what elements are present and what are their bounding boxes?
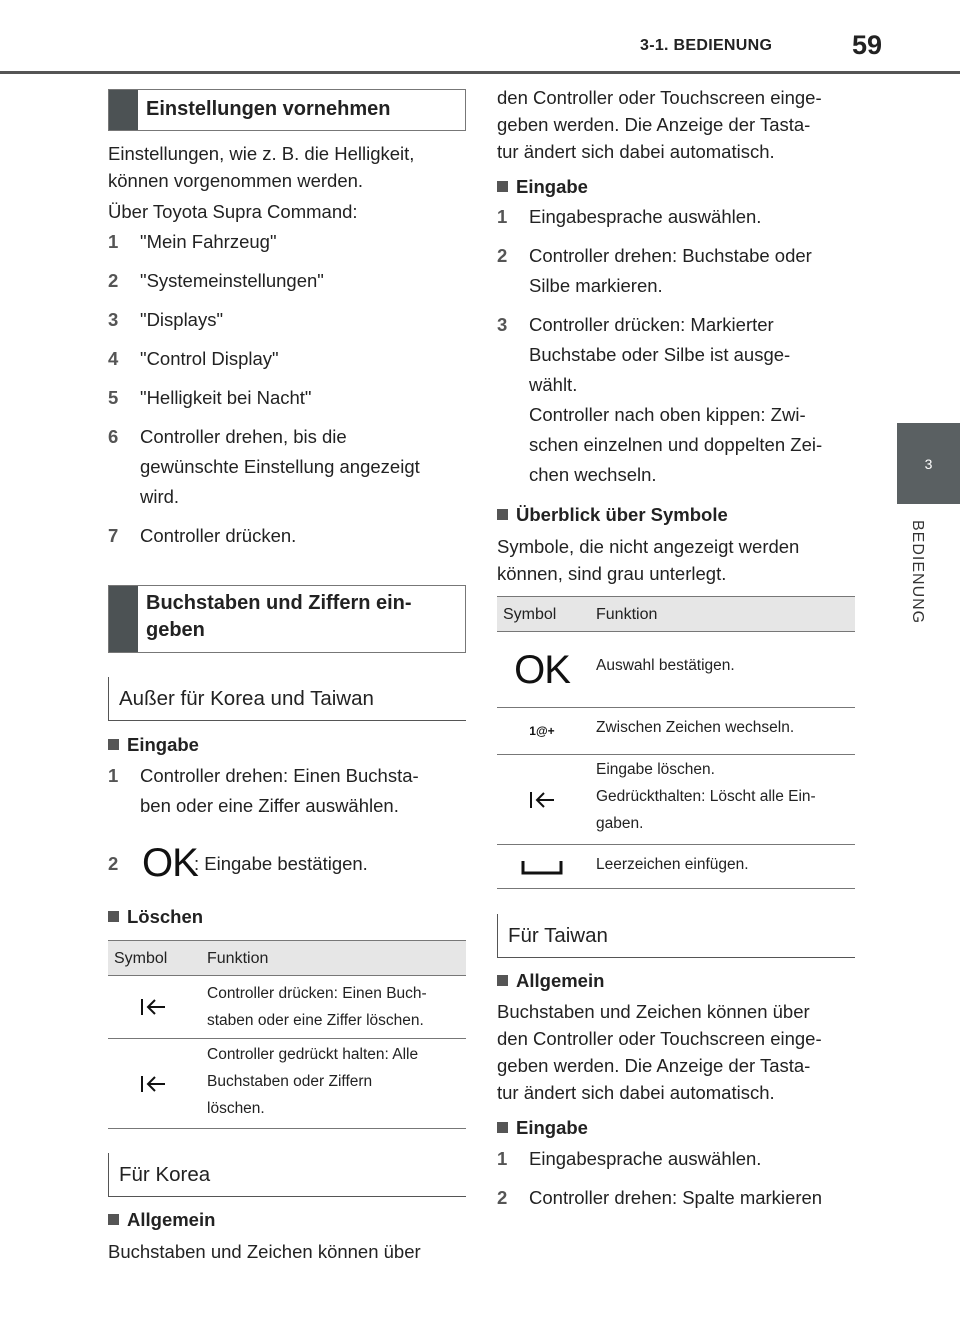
- step-text: : Eingabe bestätigen.: [194, 853, 368, 874]
- bullet-text: Überblick über Symbole: [516, 504, 728, 525]
- bullet-loeschen: [108, 906, 203, 928]
- table-cell-function: [596, 756, 851, 837]
- function-line: Controller drücken: Einen Buch-: [207, 985, 427, 1002]
- table-cell-function: [207, 980, 462, 1034]
- table-row: [497, 708, 855, 755]
- via-text: Über Toyota Supra Command:: [108, 201, 358, 222]
- step-text: "Control Display": [140, 348, 279, 369]
- sub-head-text: Außer für Korea und Taiwan: [119, 687, 374, 710]
- paragraph-line: tur ändert sich dabei automatisch.: [497, 1082, 775, 1103]
- symbol-table-overview: [497, 596, 855, 889]
- step-text: "Displays": [140, 309, 224, 330]
- section-head-buchstaben: [108, 585, 466, 653]
- step-text: Controller drehen, bis die: [140, 426, 347, 447]
- step-item: [108, 841, 466, 887]
- function-line: Controller gedrückt halten: Alle: [207, 1046, 419, 1063]
- step-number: 1: [108, 231, 119, 252]
- step-text: Controller drehen: Spalte markieren: [529, 1187, 823, 1208]
- chapter-tab-number: 3: [924, 455, 933, 472]
- step-item: [108, 227, 466, 257]
- step-number: 4: [108, 348, 119, 369]
- step-item: [497, 310, 855, 490]
- bullet-text: Allgemein: [127, 1209, 216, 1230]
- allgemein-paragraph: [497, 998, 855, 1106]
- step-number: 7: [108, 525, 119, 546]
- step-number: 3: [497, 314, 508, 335]
- bullet-text: Löschen: [127, 906, 204, 927]
- step-item: [108, 344, 466, 374]
- function-line: Zwischen Zeichen wechseln.: [596, 719, 795, 736]
- step-number: 3: [108, 309, 119, 330]
- step-item: [108, 305, 466, 335]
- table-cell-function: [207, 1041, 462, 1122]
- bullet-allgemein: [497, 970, 604, 992]
- ok-symbol: [142, 843, 198, 885]
- step-item: [497, 241, 855, 301]
- function-line: gaben.: [596, 815, 644, 832]
- function-line: Auswahl bestätigen.: [596, 657, 735, 674]
- paragraph-line: geben werden. Die Anzeige der Tasta-: [497, 114, 811, 135]
- step-text: Eingabesprache auswählen.: [529, 1148, 762, 1169]
- step-text: "Mein Fahrzeug": [140, 231, 277, 252]
- backspace-icon: [497, 755, 587, 844]
- table-row: [497, 845, 855, 889]
- bullet-text: Eingabe: [516, 1117, 588, 1138]
- step-text: "Systemeinstellungen": [140, 270, 324, 291]
- step-number: 6: [108, 426, 119, 447]
- step-number: 1: [497, 1148, 508, 1169]
- switch-characters-icon: [497, 708, 587, 754]
- bullet-eingabe: [497, 1117, 588, 1139]
- section-title-line: Buchstaben und Ziffern ein-: [146, 592, 412, 614]
- paragraph-line: geben werden. Die Anzeige der Tasta-: [497, 1055, 811, 1076]
- chapter-title: 3-1. BEDIENUNG: [640, 37, 773, 54]
- section-head-einstellungen: [108, 89, 466, 131]
- bullet-allgemein: [108, 1209, 215, 1231]
- sub-head-korea: [108, 1153, 466, 1197]
- table-header: [108, 940, 466, 976]
- sub-head-text: Für Korea: [119, 1163, 211, 1186]
- step-text: chen wechseln.: [529, 464, 657, 485]
- step-number: 2: [108, 270, 119, 291]
- table-cell-function: [596, 714, 851, 741]
- bullet-square-icon: [108, 1214, 119, 1225]
- page-number: 59: [852, 30, 883, 60]
- step-item: [108, 383, 466, 413]
- sub-head-ausser-korea-taiwan: [108, 677, 466, 721]
- backspace-icon: [108, 1039, 198, 1128]
- step-text: schen einzelnen und doppelten Zei-: [529, 434, 823, 455]
- step-text: Controller drehen: Buchstabe oder: [529, 245, 812, 266]
- step-text: wählt.: [529, 374, 578, 395]
- step-item: [108, 761, 466, 821]
- header-rule: [0, 71, 960, 74]
- paragraph-line: Buchstaben und Zeichen können über: [497, 1001, 810, 1022]
- section-title: Einstellungen vornehmen: [146, 98, 391, 120]
- step-text: Controller drücken: Markierter: [529, 314, 774, 335]
- paragraph-line: Symbole, die nicht angezeigt werden: [497, 536, 800, 557]
- paragraph-line: den Controller oder Touchscreen einge-: [497, 87, 822, 108]
- chapter-side-label: [908, 520, 928, 640]
- table-row: [497, 755, 855, 845]
- step-text: Silbe markieren.: [529, 275, 663, 296]
- symbole-paragraph: [497, 533, 855, 587]
- bullet-eingabe: [497, 176, 588, 198]
- step-text: Eingabesprache auswählen.: [529, 206, 762, 227]
- step-number: 2: [497, 1187, 508, 1208]
- step-number: 1: [497, 206, 508, 227]
- ok-symbol: [497, 632, 587, 707]
- bullet-text: Eingabe: [127, 734, 199, 755]
- step-text: ben oder eine Ziffer auswählen.: [140, 795, 399, 816]
- table-cell-function: [596, 851, 851, 878]
- step-number: 2: [497, 245, 508, 266]
- function-line: Buchstaben oder Ziffern: [207, 1073, 373, 1090]
- table-header: [497, 596, 855, 632]
- table-header-symbol: Symbol: [114, 950, 168, 967]
- step-text: Controller nach oben kippen: Zwi-: [529, 404, 806, 425]
- function-line: Leerzeichen einfügen.: [596, 856, 749, 873]
- chapter-tab: [897, 423, 960, 504]
- bullet-text: Allgemein: [516, 970, 605, 991]
- function-line: Eingabe löschen.: [596, 761, 715, 778]
- table-row: [108, 1039, 466, 1129]
- step-item: [108, 266, 466, 296]
- allgemein-paragraph: [108, 1238, 466, 1265]
- paragraph-line: den Controller oder Touchscreen einge-: [497, 1028, 822, 1049]
- via-paragraph: [108, 198, 466, 225]
- step-number: 2: [108, 853, 119, 874]
- bullet-text: Eingabe: [516, 176, 588, 197]
- section-title: [146, 590, 457, 644]
- sub-head-text: Für Taiwan: [508, 924, 608, 947]
- section-title-line: geben: [146, 619, 205, 641]
- bullet-square-icon: [108, 911, 119, 922]
- step-number: 1: [108, 765, 119, 786]
- step-item: [497, 1144, 855, 1174]
- allgemein-text: Buchstaben und Zeichen können über: [108, 1241, 421, 1262]
- table-header-symbol: Symbol: [503, 606, 557, 623]
- step-item: [108, 521, 466, 551]
- ok-symbol-text: OK: [514, 647, 570, 692]
- bullet-square-icon: [108, 739, 119, 750]
- bullet-square-icon: [497, 1122, 508, 1133]
- table-header-function: Funktion: [596, 606, 658, 623]
- continued-paragraph: [497, 84, 855, 165]
- section-head-bar: [109, 586, 138, 652]
- step-item: [497, 1183, 855, 1213]
- section-head-bar: [109, 90, 138, 130]
- bullet-square-icon: [497, 181, 508, 192]
- intro-text: Einstellungen, wie z. B. die Helligkeit, können vorgenommen werden.: [108, 143, 415, 191]
- function-line: Gedrückthalten: Löscht alle Ein-: [596, 788, 816, 805]
- step-item: [497, 202, 855, 232]
- table-row: [108, 976, 466, 1039]
- bullet-eingabe: [108, 734, 199, 756]
- function-line: löschen.: [207, 1100, 265, 1117]
- switch-characters-text: 1@+: [529, 724, 555, 738]
- backspace-icon: [108, 976, 198, 1038]
- sub-head-taiwan: [497, 914, 855, 958]
- bullet-symbole: [497, 504, 728, 526]
- table-header-function: Funktion: [207, 950, 269, 967]
- chapter-side-label-text: BEDIENUNG: [909, 520, 926, 625]
- step-text: gewünschte Einstellung angezeigt: [140, 456, 420, 477]
- paragraph-line: können, sind grau unterlegt.: [497, 563, 727, 584]
- step-text: wird.: [140, 486, 180, 507]
- symbol-table-loeschen: [108, 940, 466, 1129]
- step-number: 5: [108, 387, 119, 408]
- page-header: [0, 0, 960, 75]
- paragraph-line: tur ändert sich dabei automatisch.: [497, 141, 775, 162]
- bullet-square-icon: [497, 509, 508, 520]
- step-text: Controller drehen: Einen Buchsta-: [140, 765, 419, 786]
- bullet-square-icon: [497, 975, 508, 986]
- step-text: "Helligkeit bei Nacht": [140, 387, 312, 408]
- function-line: staben oder eine Ziffer löschen.: [207, 1012, 424, 1029]
- table-row: [497, 632, 855, 708]
- space-bar-icon: [497, 845, 587, 888]
- table-cell-function: [596, 652, 851, 679]
- ok-symbol-text: OK: [142, 841, 198, 885]
- step-item: [108, 422, 466, 512]
- step-text: Controller drücken.: [140, 525, 297, 546]
- step-text: Buchstabe oder Silbe ist ausge-: [529, 344, 791, 365]
- intro-paragraph: [108, 140, 466, 194]
